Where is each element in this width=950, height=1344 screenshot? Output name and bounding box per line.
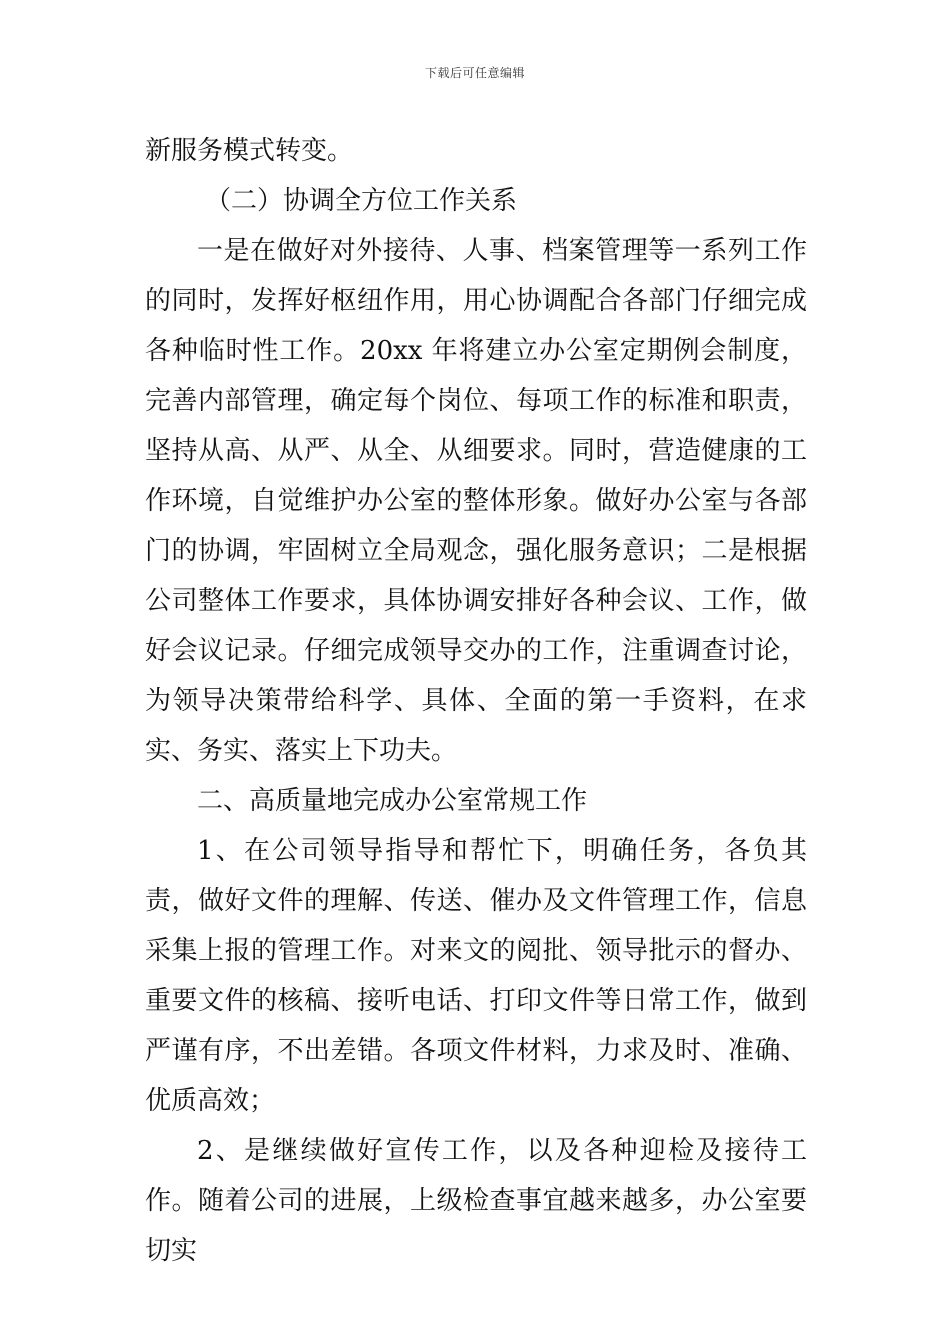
section-heading-routine-work: 二、高质量地完成办公室常规工作 <box>197 786 588 816</box>
page-header-note: 下载后可任意编辑 <box>424 66 525 80</box>
paragraph-continuation: 新服务模式转变。 <box>145 136 354 166</box>
paragraph-item-1: 1、在公司领导指导和帮忙下，明确任务，各负其责，做好文件的理解、传送、催办及文件管理工作，信息采集上报的管理工作。对来文的阅批、领导批示的督办、重要文件的核稿、接听电话、打印文件等日常工作，做到严谨有序，不出差错。各项文件材料，力求及时、准确、优质高效； <box>145 836 807 1116</box>
paragraph-item-2: 2、是继续做好宣传工作，以及各种迎检及接待工作。随着公司的进展，上级检查事宜越来越多，办公室要切实 <box>145 1136 807 1266</box>
document-body <box>145 126 807 1276</box>
section-heading-coordination: （二）协调全方位工作关系 <box>205 186 518 216</box>
paragraph-coordination-body: 一是在做好对外接待、人事、档案管理等一系列工作的同时，发挥好枢纽作用，用心协调配合各部门仔细完成各种临时性工作。20xx 年将建立办公室定期例会制度，完善内部管理，确定每个岗位、每项工作的标准和职责，坚持从高、从严、从全、从细要求。同时，营造健康的工作环境，自觉维护办公室的整体形象。做好办公室与各部门的协调，牢固树立全局观念，强化服务意识；二是根据公司整体工作要求，具体协调安排好各种会议、工作，做好会议记录。仔细完成领导交办的工作，注重调查讨论，为领导决策带给科学、具体、全面的第一手资料，在求实、务实、落实上下功夫。 <box>145 236 807 766</box>
